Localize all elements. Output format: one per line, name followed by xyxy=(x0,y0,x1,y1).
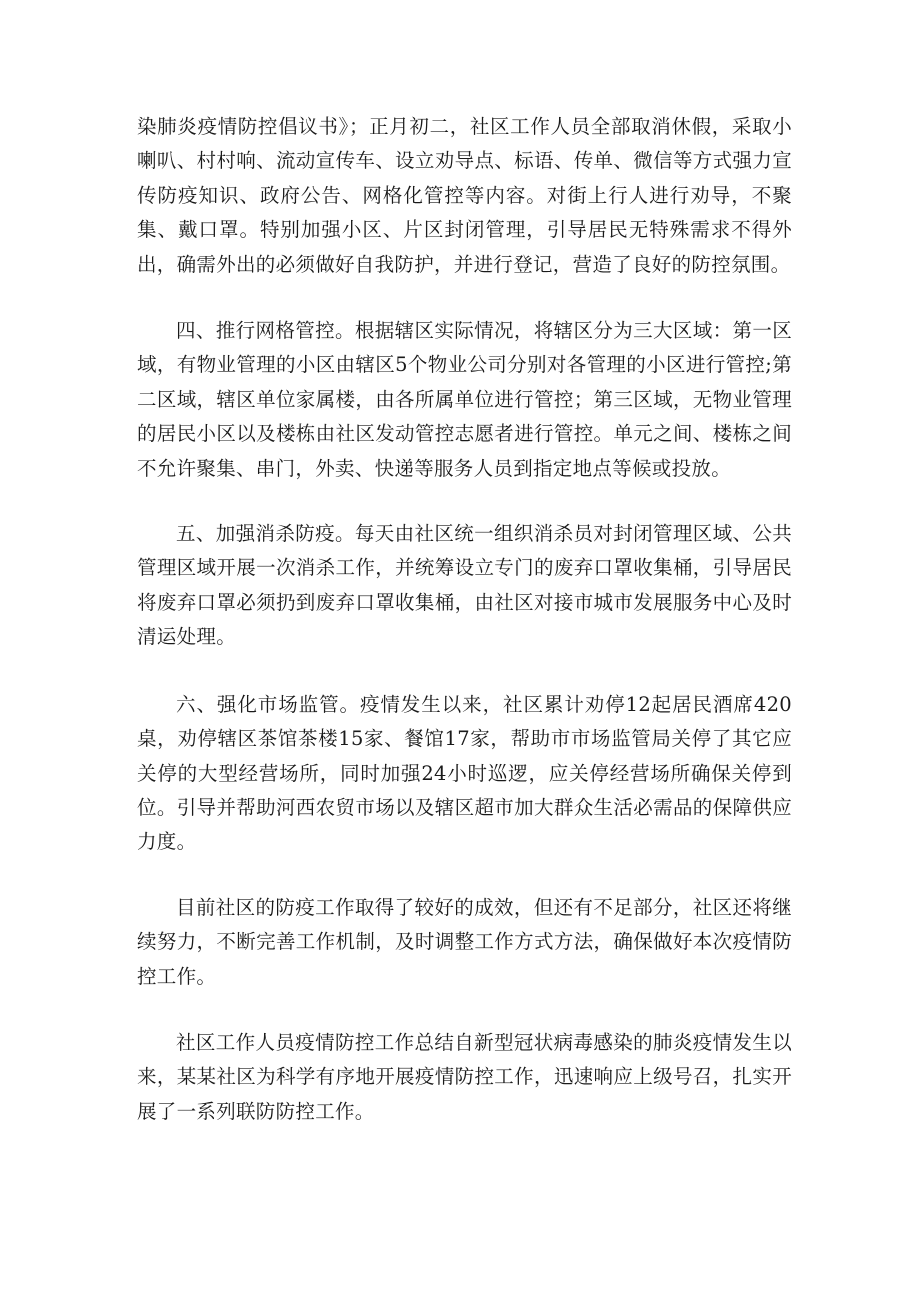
paragraph-market-supervision: 六、强化市场监管。疫情发生以来，社区累计劝停12起居民酒席420桌，劝停辖区茶馆茶楼15家、餐馆17家，帮助市市场监管局关停了其它应关停的大型经营场所，同时加强24小时巡逻，应关停经营场所确保关停到位。引导并帮助河西农贸市场以及辖区超市加大群众生活必需品的保障供应力度。 xyxy=(137,692,792,854)
paragraph-grid-management: 四、推行网格管控。根据辖区实际情况，将辖区分为三大区域：第一区域，有物业管理的小区由辖区5个物业公司分别对各管理的小区进行管控;第二区域，辖区单位家属楼，由各所属单位进行管控；第三区域，无物业管理的居民小区以及楼栋由社区发动管控志愿者进行管控。单元之间、楼栋之间不允许聚集、串门，外卖、快递等服务人员到指定地点等候或投放。 xyxy=(137,319,792,480)
document-body xyxy=(137,110,792,1129)
paragraph-current-status: 目前社区的防疫工作取得了较好的成效，但还有不足部分，社区还将继续努力，不断完善工作机制，及时调整工作方式方法，确保做好本次疫情防控工作。 xyxy=(137,895,792,988)
paragraph-continued-propaganda: 染肺炎疫情防控倡议书》；正月初二，社区工作人员全部取消休假，采取小喇叭、村村响、流动宣传车、设立劝导点、标语、传单、微信等方式强力宣传防疫知识、政府公告、网格化管控等内容。对街上行人进行劝导，不聚集、戴口罩。特别加强小区、片区封闭管理，引导居民无特殊需求不得外出，确需外出的必须做好自我防护，并进行登记，营造了良好的防控氛围。 xyxy=(137,115,792,276)
paragraph-disinfection: 五、加强消杀防疫。每天由社区统一组织消杀员对封闭管理区域、公共管理区域开展一次消杀工作，并统筹设立专门的废弃口罩收集桶，引导居民将废弃口罩必须扔到废弃口罩收集桶，由社区对接市城市发展服务中心及时清运处理。 xyxy=(137,522,792,649)
paragraph-summary-intro: 社区工作人员疫情防控工作总结自新型冠状病毒感染的肺炎疫情发生以来，某某社区为科学有序地开展疫情防控工作，迅速响应上级号召，扎实开展了一系列联防防控工作。 xyxy=(137,1030,792,1123)
